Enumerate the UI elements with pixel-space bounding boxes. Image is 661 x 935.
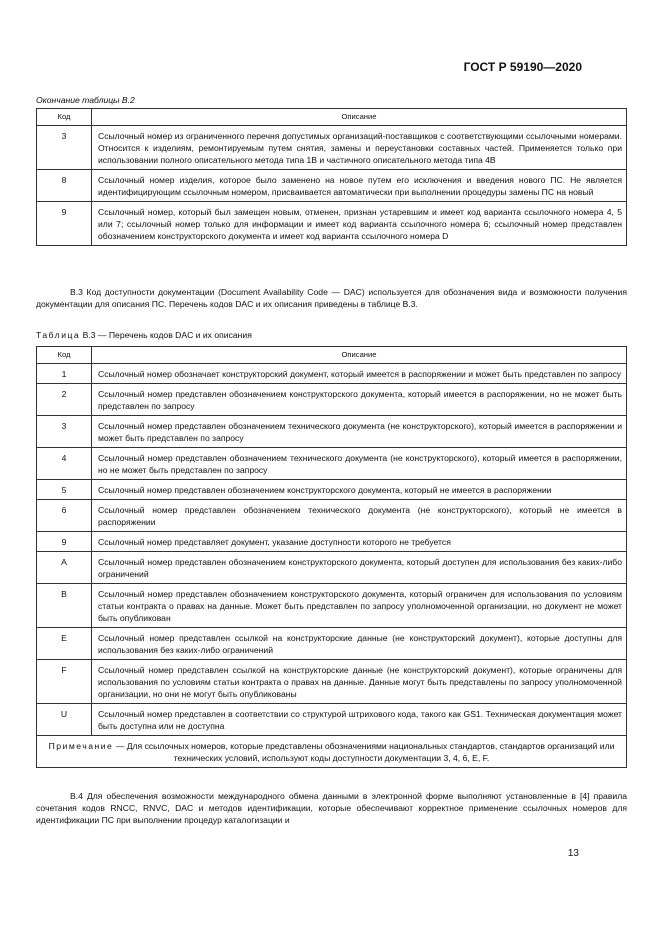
row-description: Ссылочный номер представлен обозначением конструкторского документа, который доступен для использования без каких-либо ограничений bbox=[92, 552, 627, 584]
row-description: Ссылочный номер представлен в соответствии со структурой штрихового кода, такого как GS1. Техническая документация может быть доступна или не доступна bbox=[92, 704, 627, 736]
row-code: 8 bbox=[37, 170, 92, 202]
table-row bbox=[37, 532, 627, 552]
row-description: Ссылочный номер, который был замещен новым, отменен, признан устаревшим и имеет код варианта ссылочного номера 4, 5 или 7; ссылочный номер только для информации и имеет код варианта ссылочного номера 6; ссылочный номер представлен обозначением конструкторского документа и имеет код варианта ссылочного номера D bbox=[92, 202, 627, 246]
table-note bbox=[37, 736, 627, 768]
table-b2-end bbox=[36, 108, 627, 246]
row-description: Ссылочный номер представлен обозначением конструкторского документа, который имеется в распоряжении, но не может быть представлен по запросу bbox=[92, 384, 627, 416]
row-code: U bbox=[37, 704, 92, 736]
column-header-description: Описание bbox=[92, 109, 627, 126]
row-code: 2 bbox=[37, 384, 92, 416]
row-code: E bbox=[37, 628, 92, 660]
table-b3-caption-text: В.3 — Перечень кодов DAC и их описания bbox=[80, 330, 252, 340]
table-header-row bbox=[37, 347, 627, 364]
table-row bbox=[37, 170, 627, 202]
paragraph-b3: В.3 Код доступности документации (Document Availability Code — DAC) используется для обозначения вида и возможности получения документации для описания ПС. Перечень кодов DAC и их описания приведены в таблице В.3. bbox=[36, 287, 627, 309]
row-code: 9 bbox=[37, 532, 92, 552]
table-row bbox=[37, 704, 627, 736]
table-row bbox=[37, 448, 627, 480]
page-number: 13 bbox=[567, 848, 579, 859]
row-description: Ссылочный номер изделия, которое было заменено на новое путем его исключения и введения нового ПС. Не является идентифицирующим ссылочным номером, присваивается автоматически при выполнении процедуры замены ПС на новый bbox=[92, 170, 627, 202]
table-row bbox=[37, 552, 627, 584]
row-code: 6 bbox=[37, 500, 92, 532]
table-row bbox=[37, 126, 627, 170]
table-row bbox=[37, 500, 627, 532]
table-row bbox=[37, 628, 627, 660]
row-description: Ссылочный номер представляет документ, указание доступности которого не требуется bbox=[92, 532, 627, 552]
table-header-row bbox=[37, 109, 627, 126]
table-row bbox=[37, 364, 627, 384]
document-standard-header: ГОСТ Р 59190—2020 bbox=[463, 60, 582, 74]
row-code: A bbox=[37, 552, 92, 584]
row-description: Ссылочный номер из ограниченного перечня допустимых организаций-поставщиков с соответствующими ссылочными номерами. Относится к изделиям, ремонтируемым путем снятия, замены и переустановки составных частей. Применяется только при использовании полного описательного метода типа 1В и частичного описательного метода типа 4В bbox=[92, 126, 627, 170]
row-description: Ссылочный номер представлен обозначением технического документа (не конструкторского), который имеется в распоряжении, но не может быть представлен по запросу bbox=[92, 448, 627, 480]
row-code: 1 bbox=[37, 364, 92, 384]
table-b2-end-caption: Окончание таблицы В.2 bbox=[36, 95, 135, 105]
table-row bbox=[37, 584, 627, 628]
table-b3 bbox=[36, 346, 627, 768]
table-note-row bbox=[37, 736, 627, 768]
row-description: Ссылочный номер представлен обозначением технического документа (не конструкторского), который имеется в распоряжении и может быть представлен по запросу bbox=[92, 416, 627, 448]
row-code: B bbox=[37, 584, 92, 628]
table-row bbox=[37, 660, 627, 704]
table-b3-caption bbox=[36, 330, 252, 340]
row-code: 9 bbox=[37, 202, 92, 246]
row-description: Ссылочный номер обозначает конструкторский документ, который имеется в распоряжении и может быть представлен по запросу bbox=[92, 364, 627, 384]
row-description: Ссылочный номер представлен ссылкой на конструкторские данные (не конструкторский документ), которые ограничены для использования по условиям статьи контракта о правах на данные. Данные могут быть представлены по запросу уполномоченной организации, но они не могут быть опубликованы bbox=[92, 660, 627, 704]
column-header-code: Код bbox=[37, 109, 92, 126]
row-description: Ссылочный номер представлен обозначением конструкторского документа, который ограничен для использования по условиям статьи контракта о правах на данные. Может быть представлен по запросу уполномоченной организации, но документ не может быть опубликован bbox=[92, 584, 627, 628]
table-note-label: Примечание bbox=[48, 741, 114, 751]
row-description: Ссылочный номер представлен ссылкой на конструкторские данные (не конструкторский документ), которые доступны для использования без каких-либо ограничений bbox=[92, 628, 627, 660]
column-header-code: Код bbox=[37, 347, 92, 364]
row-code: 4 bbox=[37, 448, 92, 480]
table-row bbox=[37, 480, 627, 500]
table-note-text: — Для ссылочных номеров, которые представлены обозначениями национальных стандартов, стандартов организаций или технических условий, используют коды доступности документации 3, 4, 6, E, F. bbox=[113, 741, 615, 763]
column-header-description: Описание bbox=[92, 347, 627, 364]
row-description: Ссылочный номер представлен обозначением технического документа (не конструкторского), который не имеется в распоряжении bbox=[92, 500, 627, 532]
table-row bbox=[37, 416, 627, 448]
row-code: 5 bbox=[37, 480, 92, 500]
row-code: 3 bbox=[37, 416, 92, 448]
row-code: F bbox=[37, 660, 92, 704]
table-row bbox=[37, 202, 627, 246]
row-code: 3 bbox=[37, 126, 92, 170]
table-b3-caption-prefix: Таблица bbox=[36, 330, 81, 340]
table-row bbox=[37, 384, 627, 416]
paragraph-b4: В.4 Для обеспечения возможности международного обмена данными в электронной форме выполняют установленные в [4] правила сочетания кодов RNCC, RNVC, DAC и методов идентификации, которые обеспечивают корректное применение ссылочных номеров для идентификации ПС при выполнении процедур каталогизации и bbox=[36, 791, 627, 825]
row-description: Ссылочный номер представлен обозначением конструкторского документа, который не имеется в распоряжении bbox=[92, 480, 627, 500]
